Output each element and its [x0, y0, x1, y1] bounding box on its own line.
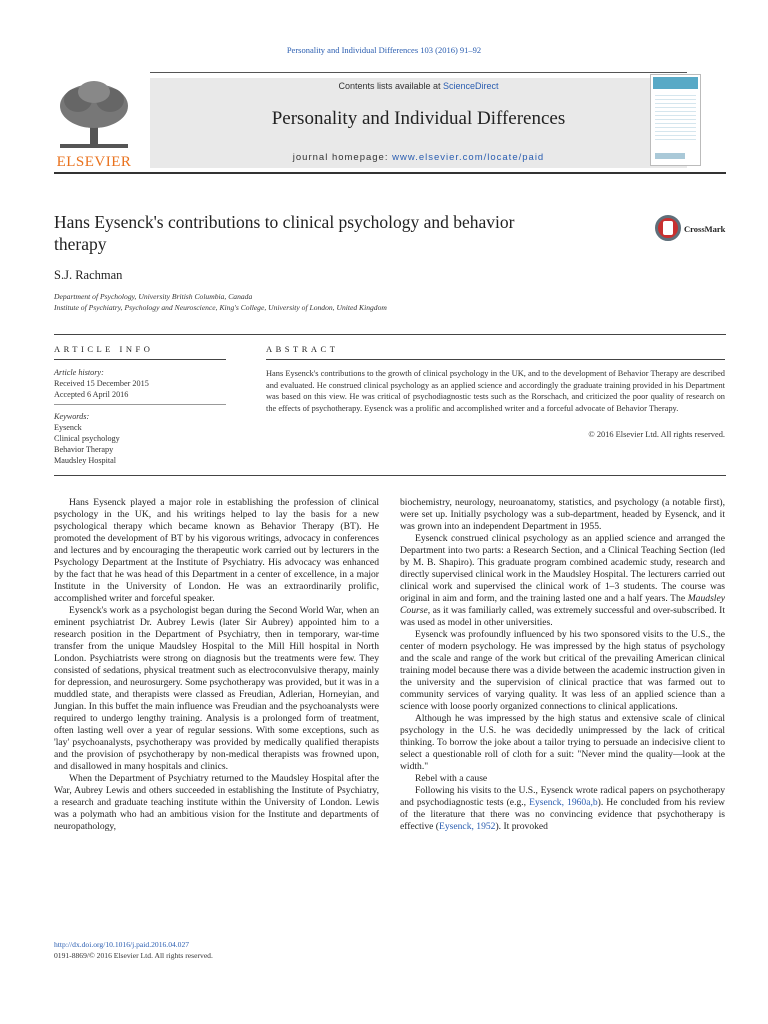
article-info-rule	[54, 359, 226, 360]
body-paragraph: Hans Eysenck played a major role in establishing the profession of clinical psychology in the UK, and his writings helped to lay the basis for a new psychological therapy which became known as Behavior Therapy (BT). He promoted the development of BT by his vigorous writings, advocacy in conferences and lectures and by encouraging the therapeutic work carried out by lecturers in the Psychology Department at the Institute of Psychiatry. His advocacy was enhanced by the fact that he was head of this Department in a center of excellence, in a major Institute in the University of London. He was an extraordinarily prolific, accomplished writer and forceful speaker.	[54, 497, 379, 604]
journal-cover-thumbnail[interactable]	[650, 74, 701, 166]
body-paragraph: When the Department of Psychiatry returned to the Maudsley Hospital after the War, Aubrey Lewis and others succeeded in establishing the Institute of Psychiatry, a research and graduate teaching institute within the University of London. Lewis was a polymath who had an ambitious vision for the Institute and departments of neuropathology,	[54, 773, 379, 832]
affiliation-1: Department of Psychology, University British Columbia, Canada	[54, 292, 253, 301]
body-paragraph	[400, 785, 725, 833]
issn-copyright: 0191-8869/© 2016 Elsevier Ltd. All rights reserved.	[54, 951, 213, 960]
body-top-rule	[54, 475, 726, 476]
citation-link[interactable]: Eysenck, 1960a,b	[529, 797, 598, 808]
crossmark-label: CrossMark	[684, 224, 726, 234]
accepted-date: Accepted 6 April 2016	[54, 390, 129, 399]
cover-lines	[655, 92, 696, 142]
elsevier-logo[interactable]	[54, 78, 134, 170]
received-date: Received 15 December 2015	[54, 379, 149, 388]
homepage-line	[150, 152, 687, 163]
body-paragraph: Eysenck's work as a psychologist began during the Second World War, when an eminent psychiatrist Dr. Aubrey Lewis (later Sir Aubrey) appointed him to a research position in the Department of Psychiatry, then in temporary, war-time transfer from the unique Maudsley Hospital to the Mill Hill hospital in North London. Psychiatrists were strong on diagnosis but the treatments were few. They consisted of sedations, physical treatment such as electroconvulsive therapy, mainly for depression, and neurosurgery. Some psychotherapy was provided, but it was in a muddled state, and therapists were classed as Freudian, Adlerian, Horneyian, and Jungian. In this buffet the main influence was Freudian and the psychoanalysts were required to undergo lengthy training. Analysis is a prolonged form of treatment, often lasting well over a year of regular sessions. With some exceptions, such as 'lay' psychoanalysts, psychotherapy was provided by medically qualified therapists and the provision of psychotherapy by non-medical therapists was frowned upon, and disallowed in many hospitals and clinics.	[54, 605, 379, 772]
emphasis-text: Maudsley Course	[400, 593, 725, 616]
sciencedirect-link[interactable]: ScienceDirect	[443, 81, 499, 91]
crossmark-button[interactable]	[655, 215, 735, 245]
cover-band	[653, 77, 698, 89]
contents-line	[150, 81, 687, 91]
body-paragraph: Although he was impressed by the high status and extensive scale of clinical psychology in the U.S. he was decidedly unimpressed by the lack of critical thinking. To borrow the joke about a tailor trying to persuade an indecisive client to select a questionable roll of cloth for a suit: "Never mind the quality—look at the width."	[400, 713, 725, 772]
article-title: Hans Eysenck's contributions to clinical psychology and behavior therapy	[54, 212, 515, 254]
elsevier-wordmark: ELSEVIER	[56, 154, 132, 170]
journal-banner	[150, 78, 687, 168]
doi-link[interactable]: http://dx.doi.org/10.1016/j.paid.2016.04.027	[54, 940, 190, 949]
body-paragraph: Eysenck was profoundly influenced by his two sponsored visits to the U.S., the center of modern psychology. He was impressed by the high status of psychology and the scale and range of the work but critical of the prevailing American clinical training model because there was a divide between the academic instruction given in the university and the supervision of clinical practice that was farmed out to community services of varying quality. It was less of an applied science than a science with loose poorly organized connections to clinical applications.	[400, 629, 726, 712]
author-name[interactable]: S.J. Rachman	[54, 268, 123, 282]
journal-header	[54, 72, 726, 172]
keyword: Behavior Therapy	[54, 445, 114, 454]
crossmark-icon	[655, 215, 681, 241]
body-left-column	[54, 497, 379, 833]
history-label: Article history:	[54, 368, 104, 377]
paragraph-text: ). It provoked	[495, 821, 548, 832]
cover-footer	[655, 153, 685, 159]
keyword: Maudsley Hospital	[54, 456, 117, 465]
body-right-column	[400, 497, 725, 833]
homepage-url[interactable]: www.elsevier.com/locate/paid	[392, 152, 545, 163]
body-paragraph	[400, 533, 725, 629]
article-info-inner-rule	[54, 404, 226, 405]
homepage-prefix: journal homepage:	[292, 152, 393, 163]
citation-link[interactable]: Eysenck, 1952	[438, 821, 496, 832]
paragraph-text: Eysenck construed clinical psychology as an applied science and arranged the Department into two parts: a Research Section, and a Clinical Teaching Section (led by M. B. Shapiro). This graduate program combined academic study, research and directly supervised clinical work in the Maudsley Hospital. The lecturers carried out clinical work and supervised the clinical work of 1–3 students. The course was original in aim and form, and the training lasted one and a half years. The	[400, 533, 725, 604]
header-top-rule	[150, 72, 687, 73]
elsevier-tree-icon	[54, 78, 134, 152]
section-subheading: Rebel with a cause	[415, 773, 488, 784]
affiliation-2: Institute of Psychiatry, Psychology and Neuroscience, King's College, University of London, United Kingdom	[54, 303, 387, 312]
journal-title: Personality and Individual Differences	[271, 108, 566, 129]
abstract-text: Hans Eysenck's contributions to the growth of clinical psychology in the UK, and to the development of Behavior Therapy are described and evaluated. He construed clinical psychology as an applied science and accordingly the graduate training provided in his Department was based on this view. He was critical of psychodiagnostic tests such as the Rorschach, and criticized the poor quality of research on the effects of psychotherapy. Eysenck was a prolific and accomplished writer and a forceful advocate of Behavior Therapy.	[266, 369, 725, 413]
body-paragraph: biochemistry, neurology, neuroanatomy, statistics, and psychology (a notable first), were set up. Initially psychology was a sub-department, headed by Eysenck, and it was grown into an independent Department in 1955.	[400, 497, 725, 532]
abstract-copyright: © 2016 Elsevier Ltd. All rights reserved.	[588, 430, 725, 439]
section-divider	[54, 334, 726, 335]
paragraph-text: ). He concluded from his review of the literature that there was no convincing evidence that psychotherapy is effective (	[400, 797, 725, 832]
keywords-label: Keywords:	[54, 412, 90, 421]
keywords-block	[54, 411, 226, 466]
paragraph-text: , as it was familiarly called, was extremely successful and over-subscribed. It was used as model in other universities.	[400, 605, 725, 628]
article-history	[54, 367, 226, 400]
keyword: Clinical psychology	[54, 434, 120, 443]
article-info-heading: ARTICLE INFO	[54, 344, 154, 354]
abstract-rule	[266, 359, 725, 360]
header-bottom-rule	[54, 172, 726, 174]
journal-reference[interactable]: Personality and Individual Differences 103 (2016) 91–92	[286, 45, 482, 55]
keyword: Eysenck	[54, 423, 82, 432]
contents-prefix: Contents lists available at	[338, 81, 444, 91]
paragraph-text: Following his visits to the U.S., Eysenck wrote radical papers on psychotherapy and psychodiagnostic tests (e.g.,	[400, 785, 725, 808]
abstract-heading: ABSTRACT	[266, 344, 339, 354]
